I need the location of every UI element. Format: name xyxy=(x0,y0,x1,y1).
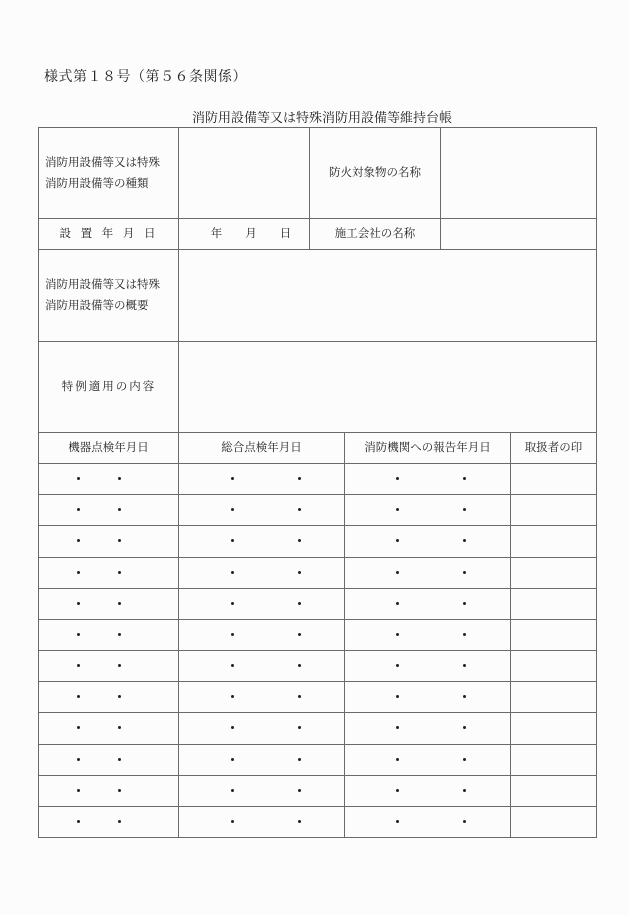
equipment-inspection-date-cell[interactable] xyxy=(39,558,178,588)
comprehensive-inspection-date-cell[interactable] xyxy=(179,589,344,619)
date-separator-dot xyxy=(463,571,466,574)
date-separator-dot xyxy=(298,539,301,542)
date-separator-dot xyxy=(77,726,80,729)
date-separator-dot xyxy=(118,571,121,574)
overview-label-line-1: 消防用設備等又は特殊 xyxy=(45,277,160,291)
date-separator-dot xyxy=(396,758,399,761)
equipment-inspection-date-cell[interactable] xyxy=(39,620,178,650)
date-separator-dot xyxy=(396,789,399,792)
handler-seal-cell[interactable] xyxy=(511,526,596,556)
date-separator-dot xyxy=(77,508,80,511)
date-separator-dot xyxy=(298,726,301,729)
date-separator-dot xyxy=(231,664,234,667)
date-separator-dot xyxy=(118,758,121,761)
fire-dept-report-date-cell[interactable] xyxy=(345,589,510,619)
overview-field[interactable] xyxy=(179,250,596,341)
comprehensive-inspection-date-cell[interactable] xyxy=(179,526,344,556)
install-date-label: 設 置 年 月 日 xyxy=(59,226,159,240)
date-separator-dot xyxy=(231,508,234,511)
install-date-field[interactable]: 年 月 日 xyxy=(210,226,292,240)
date-separator-dot xyxy=(463,664,466,667)
date-separator-dot xyxy=(231,539,234,542)
date-separator-dot xyxy=(77,758,80,761)
comprehensive-inspection-date-cell[interactable] xyxy=(179,558,344,588)
equipment-inspection-date-cell[interactable] xyxy=(39,526,178,556)
date-separator-dot xyxy=(77,602,80,605)
date-separator-dot xyxy=(396,820,399,823)
fire-dept-report-date-cell[interactable] xyxy=(345,464,510,494)
equipment-inspection-date-cell[interactable] xyxy=(39,807,178,837)
fire-dept-report-date-cell[interactable] xyxy=(345,713,510,743)
date-separator-dot xyxy=(231,758,234,761)
date-separator-dot xyxy=(463,789,466,792)
date-separator-dot xyxy=(298,758,301,761)
date-separator-dot xyxy=(396,477,399,480)
date-separator-dot xyxy=(298,508,301,511)
date-separator-dot xyxy=(463,695,466,698)
date-separator-dot xyxy=(231,726,234,729)
comprehensive-inspection-date-cell[interactable] xyxy=(179,807,344,837)
handler-seal-cell[interactable] xyxy=(511,495,596,525)
date-separator-dot xyxy=(396,633,399,636)
equipment-inspection-date-cell[interactable] xyxy=(39,464,178,494)
date-separator-dot xyxy=(298,633,301,636)
building-name-label: 防火対象物の名称 xyxy=(329,165,421,179)
fire-dept-report-date-cell[interactable] xyxy=(345,495,510,525)
date-separator-dot xyxy=(396,571,399,574)
date-separator-dot xyxy=(118,695,121,698)
date-separator-dot xyxy=(118,477,121,480)
date-separator-dot xyxy=(298,477,301,480)
fire-dept-report-date-cell[interactable] xyxy=(345,682,510,712)
date-separator-dot xyxy=(231,633,234,636)
equipment-inspection-date-cell[interactable] xyxy=(39,682,178,712)
date-separator-dot xyxy=(77,633,80,636)
contractor-field[interactable] xyxy=(441,219,596,249)
comprehensive-inspection-date-cell[interactable] xyxy=(179,464,344,494)
handler-seal-cell[interactable] xyxy=(511,589,596,619)
equipment-inspection-date-header: 機器点検年月日 xyxy=(68,440,149,454)
handler-seal-cell[interactable] xyxy=(511,682,596,712)
date-separator-dot xyxy=(118,508,121,511)
date-separator-dot xyxy=(396,664,399,667)
date-separator-dot xyxy=(118,633,121,636)
date-separator-dot xyxy=(463,602,466,605)
date-separator-dot xyxy=(298,664,301,667)
date-separator-dot xyxy=(463,477,466,480)
fire-dept-report-date-header: 消防機関への報告年月日 xyxy=(364,440,491,454)
date-separator-dot xyxy=(118,602,121,605)
equipment-inspection-date-cell[interactable] xyxy=(39,713,178,743)
fire-dept-report-date-cell[interactable] xyxy=(345,558,510,588)
comprehensive-inspection-date-header: 総合点検年月日 xyxy=(221,440,302,454)
date-separator-dot xyxy=(77,820,80,823)
overview-label-line-2: 消防用設備等の概要 xyxy=(45,298,149,312)
special-case-field[interactable] xyxy=(179,342,596,432)
date-separator-dot xyxy=(463,758,466,761)
date-separator-dot xyxy=(396,695,399,698)
comprehensive-inspection-date-cell[interactable] xyxy=(179,682,344,712)
date-separator-dot xyxy=(396,726,399,729)
handler-seal-cell[interactable] xyxy=(511,464,596,494)
date-separator-dot xyxy=(77,789,80,792)
date-separator-dot xyxy=(463,820,466,823)
equipment-inspection-date-cell[interactable] xyxy=(39,651,178,681)
date-separator-dot xyxy=(396,602,399,605)
date-separator-dot xyxy=(77,571,80,574)
date-separator-dot xyxy=(77,664,80,667)
date-separator-dot xyxy=(118,539,121,542)
contractor-label: 施工会社の名称 xyxy=(334,226,416,240)
handler-seal-cell[interactable] xyxy=(511,776,596,806)
date-separator-dot xyxy=(231,477,234,480)
equipment-inspection-date-cell[interactable] xyxy=(39,495,178,525)
date-separator-dot xyxy=(77,477,80,480)
date-separator-dot xyxy=(231,695,234,698)
date-separator-dot xyxy=(118,664,121,667)
fire-dept-report-date-cell[interactable] xyxy=(345,526,510,556)
date-separator-dot xyxy=(463,508,466,511)
date-separator-dot xyxy=(77,539,80,542)
fire-dept-report-date-cell[interactable] xyxy=(345,776,510,806)
date-separator-dot xyxy=(463,539,466,542)
date-separator-dot xyxy=(396,539,399,542)
handler-seal-cell[interactable] xyxy=(511,620,596,650)
comprehensive-inspection-date-cell[interactable] xyxy=(179,745,344,775)
fire-dept-report-date-cell[interactable] xyxy=(345,651,510,681)
equipment-inspection-date-cell[interactable] xyxy=(39,589,178,619)
handler-seal-cell[interactable] xyxy=(511,745,596,775)
date-separator-dot xyxy=(118,789,121,792)
handler-seal-cell[interactable] xyxy=(511,713,596,743)
date-separator-dot xyxy=(118,726,121,729)
date-separator-dot xyxy=(396,508,399,511)
equipment-type-label-line-2: 消防用設備等の種類 xyxy=(45,175,149,190)
table-right-border xyxy=(596,127,597,838)
date-separator-dot xyxy=(118,820,121,823)
date-separator-dot xyxy=(298,571,301,574)
date-separator-dot xyxy=(231,820,234,823)
comprehensive-inspection-date-cell[interactable] xyxy=(179,620,344,650)
date-separator-dot xyxy=(298,695,301,698)
fire-dept-report-date-cell[interactable] xyxy=(345,745,510,775)
document-title: 消防用設備等又は特殊消防用設備等維持台帳 xyxy=(191,111,452,126)
equipment-type-label-line-1: 消防用設備等又は特殊 xyxy=(45,154,160,169)
date-separator-dot xyxy=(463,726,466,729)
fire-dept-report-date-cell[interactable] xyxy=(345,620,510,650)
building-name-field[interactable] xyxy=(441,128,596,218)
handler-seal-cell[interactable] xyxy=(511,558,596,588)
equipment-type-label xyxy=(39,127,179,218)
equipment-inspection-date-cell[interactable] xyxy=(39,745,178,775)
equipment-inspection-date-cell[interactable] xyxy=(39,776,178,806)
form-number: 様式第１８号（第５６条関係） xyxy=(44,69,247,85)
date-separator-dot xyxy=(231,789,234,792)
comprehensive-inspection-date-cell[interactable] xyxy=(179,495,344,525)
date-separator-dot xyxy=(298,602,301,605)
handler-seal-header: 取扱者の印 xyxy=(524,440,583,454)
comprehensive-inspection-date-cell[interactable] xyxy=(179,776,344,806)
date-separator-dot xyxy=(77,695,80,698)
date-separator-dot xyxy=(298,820,301,823)
overview-label xyxy=(39,249,179,341)
date-separator-dot xyxy=(231,602,234,605)
comprehensive-inspection-date-cell[interactable] xyxy=(179,713,344,743)
handler-seal-cell[interactable] xyxy=(511,807,596,837)
fire-dept-report-date-cell[interactable] xyxy=(345,807,510,837)
comprehensive-inspection-date-cell[interactable] xyxy=(179,651,344,681)
special-case-label: 特例適用の内容 xyxy=(61,379,157,393)
equipment-type-field[interactable] xyxy=(179,128,309,218)
date-separator-dot xyxy=(298,789,301,792)
date-separator-dot xyxy=(231,571,234,574)
date-separator-dot xyxy=(463,633,466,636)
table-bottom-border xyxy=(38,837,597,838)
handler-seal-cell[interactable] xyxy=(511,651,596,681)
